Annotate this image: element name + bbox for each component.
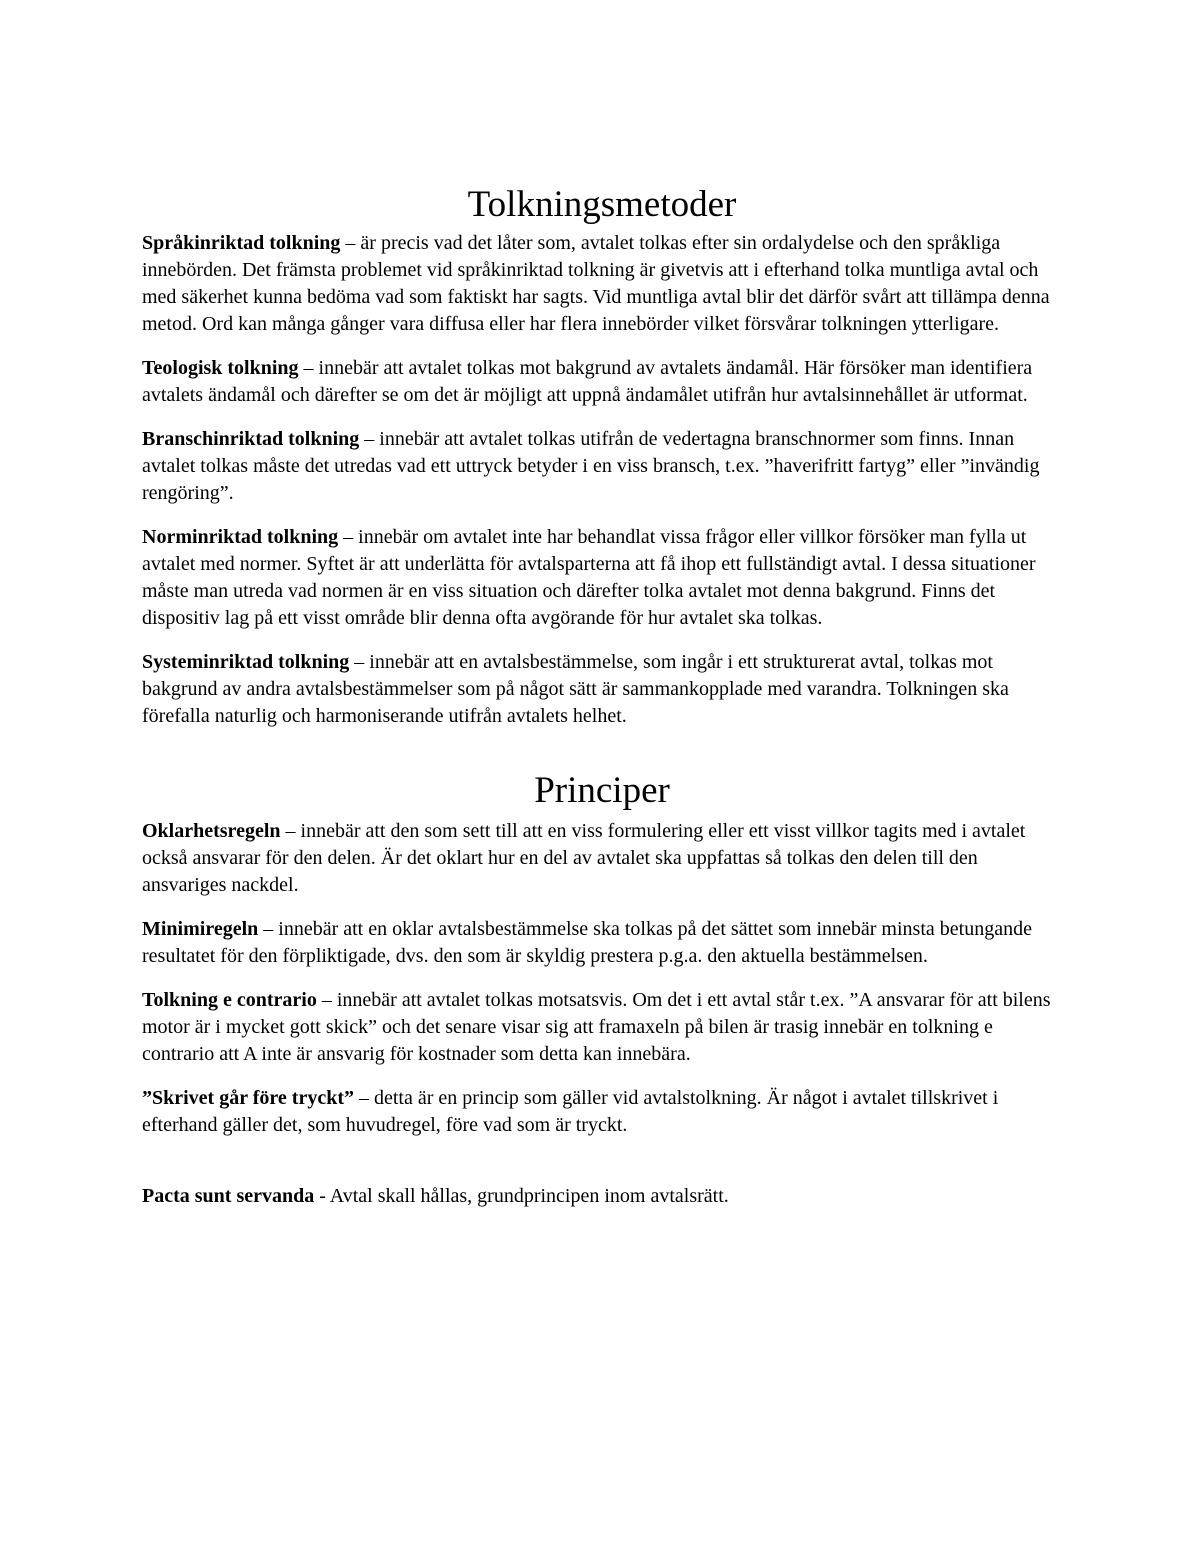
paragraph-tolkning-e-contrario	[142, 987, 1062, 1068]
paragraph-skrivet-gar-fore-tryckt	[142, 1085, 1062, 1139]
paragraph-oklarhetsregeln	[142, 818, 1062, 899]
definition-oklarhetsregeln: – innebär att den som sett till att en viss formulering eller ett visst villkor tagits med i avtalet också ansvarar för den delen. Är det oklart hur en del av avtalet ska uppfattas så tolkas den delen till den ansvariges nackdel.	[142, 820, 1026, 896]
definition-pacta-sunt-servanda: - Avtal skall hållas, grundprincipen inom avtalsrätt.	[314, 1185, 729, 1207]
paragraph-pacta-sunt-servanda	[142, 1183, 1062, 1210]
definition-skrivet-gar-fore-tryckt: – detta är en princip som gäller vid avtalstolkning. Är något i avtalet tillskrivet i efterhand gäller det, som huvudregel, före vad som är tryckt.	[142, 1087, 999, 1136]
term-minimiregeln: Minimiregeln	[142, 918, 259, 940]
term-branschinriktad-tolkning: Branschinriktad tolkning	[142, 428, 360, 450]
definition-teologisk-tolkning: – innebär att avtalet tolkas mot bakgrund av avtalets ändamål. Här försöker man identifiera avtalets ändamål och därefter se om det är möjligt att uppnå ändamålet utifrån hur avtalsinnehållet är utformat.	[142, 357, 1033, 406]
document-page	[142, 180, 1062, 1227]
term-norminriktad-tolkning: Norminriktad tolkning	[142, 526, 339, 548]
paragraph-minimiregeln	[142, 916, 1062, 970]
term-teologisk-tolkning: Teologisk tolkning	[142, 357, 299, 379]
term-pacta-sunt-servanda: Pacta sunt servanda	[142, 1185, 315, 1207]
section-title-tolkningsmetoder: Tolkningsmetoder	[467, 184, 737, 225]
term-systeminriktad-tolkning: Systeminriktad tolkning	[142, 651, 350, 673]
paragraph-branschinriktad-tolkning	[142, 426, 1062, 507]
paragraph-sprakinriktad-tolkning	[142, 230, 1062, 338]
paragraph-norminriktad-tolkning	[142, 524, 1062, 632]
term-skrivet-gar-fore-tryckt: ”Skrivet går före tryckt”	[142, 1087, 354, 1109]
paragraph-teologisk-tolkning	[142, 355, 1062, 409]
definition-norminriktad-tolkning: – innebär om avtalet inte har behandlat vissa frågor eller villkor försöker man fylla ut avtalet med normer. Syftet är att underlätta för avtalsparterna att få ihop ett fullständigt avtal. I dessa situationer måste man utreda vad normen är en viss situation och därefter tolka avtalet mot denna bakgrund. Finns det dispositiv lag på ett visst område blir denna ofta avgörande för hur avtalet ska tolkas.	[142, 526, 1036, 629]
section-title-principer: Principer	[534, 770, 670, 811]
term-tolkning-e-contrario: Tolkning e contrario	[142, 989, 317, 1011]
term-oklarhetsregeln: Oklarhetsregeln	[142, 820, 281, 842]
empty-line	[142, 1156, 1062, 1183]
definition-systeminriktad-tolkning: – innebär att en avtalsbestämmelse, som ingår i ett strukturerat avtal, tolkas mot bakgrund av andra avtalsbestämmelser som på något sätt är sammankopplade med varandra. Tolkningen ska förefalla naturlig och harmoniserande utifrån avtalets helhet.	[142, 651, 1009, 727]
definition-sprakinriktad-tolkning: – är precis vad det låter som, avtalet tolkas efter sin ordalydelse och den språkliga innebörden. Det främsta problemet vid språkinriktad tolkning är givetvis att i efterhand tolka muntliga avtal och med säkerhet kunna bedöma vad som faktiskt har sagts. Vid muntliga avtal blir det därför svårt att tillämpa denna metod. Ord kan många gånger vara diffusa eller har flera innebörder vilket försvårar tolkningen ytterligare.	[142, 232, 1050, 335]
definition-minimiregeln: – innebär att en oklar avtalsbestämmelse ska tolkas på det sättet som innebär minsta betungande resultatet för den förpliktigade, dvs. den som är skyldig prestera p.g.a. den aktuella bestämmelsen.	[142, 918, 1032, 967]
term-sprakinriktad-tolkning: Språkinriktad tolkning	[142, 232, 341, 254]
definition-branschinriktad-tolkning: – innebär att avtalet tolkas utifrån de vedertagna branschnormer som finns. Innan avtalet tolkas måste det utredas vad ett uttryck betyder i en viss bransch, t.ex. ”haverifritt fartyg” eller ”invändig rengöring”.	[142, 428, 1040, 504]
paragraph-systeminriktad-tolkning	[142, 649, 1062, 730]
definition-tolkning-e-contrario: – innebär att avtalet tolkas motsatsvis. Om det i ett avtal står t.ex. ”A ansvarar för att bilens motor är i mycket gott skick” och det senare visar sig att framaxeln på bilen är trasig innebär en tolkning e contrario att A inte är ansvarig för kostnader som detta kan innebära.	[142, 989, 1051, 1065]
